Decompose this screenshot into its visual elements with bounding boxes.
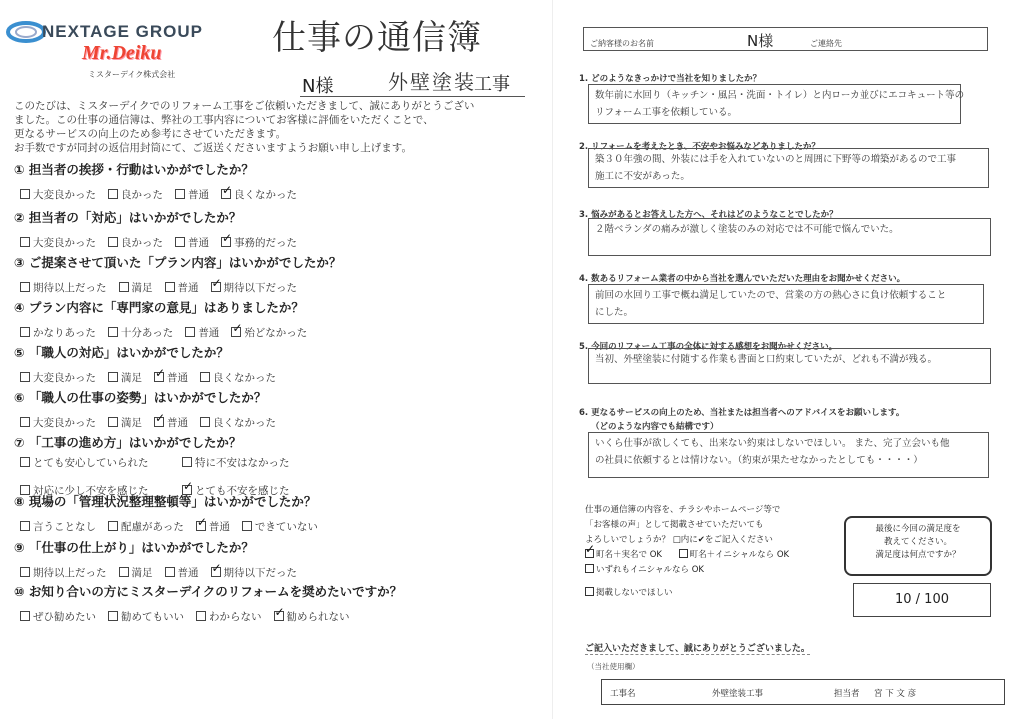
answer-line: いくら仕事が欲しくても、出来ない約束はしないでほしい。 また、完了立会いも他 <box>595 438 950 449</box>
option-label: かなりあった <box>33 327 96 339</box>
checkbox-checked-icon[interactable] <box>211 282 221 292</box>
option-item[interactable] <box>108 235 163 250</box>
option-item[interactable] <box>221 187 297 202</box>
checkbox-icon[interactable] <box>175 189 185 199</box>
satisfaction-prompt-box <box>844 516 992 576</box>
option-label: 言うことなし <box>33 521 96 533</box>
intro-text <box>14 99 529 155</box>
answer-line: 前回の水回り工事で概ね満足していたので、営業の方の熱心さに負け依頼すること <box>595 290 947 301</box>
option-item[interactable] <box>20 280 107 295</box>
option-item[interactable] <box>119 280 153 295</box>
option-item[interactable] <box>200 370 276 385</box>
option-label: 期待以上だった <box>33 282 107 294</box>
option-item[interactable] <box>20 519 96 534</box>
question-title: ① 担当者の挨拶・行動はいかがでしたか？ <box>14 162 254 177</box>
checkbox-checked-icon[interactable] <box>221 189 231 199</box>
checkbox-icon[interactable] <box>185 327 195 337</box>
logo-company-name: ミスターデイク株式会社 <box>88 70 176 79</box>
option-item[interactable] <box>108 370 142 385</box>
free-question-title: 6. 更なるサービスの向上のため、当社または担当者へのアドバイスをお願いします。 <box>579 408 905 418</box>
option-item[interactable] <box>196 519 230 534</box>
option-label: 特に不安はなかった <box>195 457 290 469</box>
answer-line: の社員に依頼するとは情けない。（約束が果たせなかったとしても・・・・） <box>595 455 923 466</box>
option-item[interactable] <box>175 187 209 202</box>
option-label: ぜひ勧めたい <box>33 611 96 623</box>
free-question-title: 5. 今回のリフォーム工事の全体に対する感想をお聞かせください。 <box>579 342 838 352</box>
checkbox-icon[interactable] <box>20 457 30 467</box>
intro-line: このたびは、ミスターデイクでのリフォーム工事をご依頼いただきまして、誠にありがとうござい <box>14 100 475 112</box>
checkbox-icon[interactable] <box>108 611 118 621</box>
option-item[interactable] <box>165 565 199 580</box>
contact-label: ご連絡先 <box>810 39 842 48</box>
option-label: 良くなかった <box>213 417 276 429</box>
free-question-subtitle: （どのような内容でも結構です） <box>591 422 719 432</box>
question-options <box>20 609 362 624</box>
tanto-value: 宮 下 文 彦 <box>874 689 917 699</box>
work-type-handwritten: 外壁塗装 <box>388 70 476 94</box>
checkbox-checked-icon[interactable] <box>196 521 206 531</box>
option-label: 普通 <box>177 282 199 294</box>
checkbox-checked-icon[interactable] <box>231 327 241 337</box>
option-item[interactable] <box>108 519 184 534</box>
intro-line: 更なるサービスの向上のため参考にさせていただきます。 <box>14 128 287 140</box>
checkbox-icon[interactable] <box>20 189 30 199</box>
option-label: 満足 <box>131 567 153 579</box>
free-question-title: 2. リフォームを考えたとき、不安やお悩みなどありましたか？ <box>579 142 820 152</box>
question-options <box>20 370 288 385</box>
satisfaction-line: 最後に今回の満足度を <box>875 524 961 534</box>
option-item[interactable] <box>175 235 209 250</box>
intro-line: お手数ですが同封の返信用封筒にて、ご返送くださいますようお願い申し上げます。 <box>14 142 412 154</box>
option-item[interactable] <box>20 455 170 470</box>
option-label: 普通 <box>198 327 220 339</box>
option-label: わからない <box>209 611 262 623</box>
consent-option[interactable] <box>585 586 825 601</box>
option-item[interactable] <box>221 235 297 250</box>
checkbox-icon[interactable] <box>200 372 210 382</box>
question-options <box>20 565 309 580</box>
option-item[interactable] <box>196 609 262 624</box>
option-item[interactable] <box>20 235 96 250</box>
consent-line: 仕事の通信簿の内容を、チラシやホームページ等で <box>585 505 781 515</box>
checkbox-icon[interactable] <box>585 564 594 573</box>
checkbox-icon[interactable] <box>165 567 175 577</box>
option-label: 配慮があった <box>121 521 184 533</box>
option-label: 普通 <box>208 521 230 533</box>
work-suffix: 工事 <box>474 74 510 95</box>
option-label: 満足 <box>121 417 142 429</box>
page-divider <box>552 0 553 719</box>
checkbox-icon[interactable] <box>20 372 30 382</box>
option-item[interactable] <box>154 370 188 385</box>
checkbox-icon[interactable] <box>119 567 129 577</box>
question-title: ④ プラン内容に「専門家の意見」はありましたか？ <box>14 300 304 315</box>
swoosh-icon <box>6 16 46 46</box>
option-label: 十分あった <box>120 327 174 339</box>
company-logo <box>6 14 266 79</box>
option-item[interactable] <box>165 280 199 295</box>
question-title: ⑥ 「職人の仕事の姿勢」はいかがでしたか？ <box>14 390 267 405</box>
option-label: できていない <box>254 521 318 533</box>
free-question-title: 4. 数あるリフォーム業者の中から当社を選んでいただいた理由をお聞かせください。 <box>579 274 906 284</box>
option-label: 勧めてもいい <box>121 611 184 623</box>
option-label: 良くなかった <box>213 372 276 384</box>
question-options <box>20 519 330 534</box>
option-label: 普通 <box>188 189 209 201</box>
office-use-box <box>601 679 1005 705</box>
checkbox-icon[interactable] <box>20 327 30 337</box>
option-label: 期待以下だった <box>223 282 297 294</box>
question-title: ⑩ お知り合いの方にミスターデイクのリフォームを奨めたいですか？ <box>14 584 403 599</box>
option-label: 大変良かった <box>33 372 96 384</box>
question-options <box>20 187 309 202</box>
answer-line: ２階ベランダの痛みが激しく塗装のみの対応では不可能で悩んでいた。 <box>595 224 899 235</box>
question-options <box>20 280 309 295</box>
question-options <box>20 415 288 430</box>
office-use-label: （当社使用欄） <box>587 662 640 671</box>
option-item[interactable] <box>200 415 276 430</box>
kouji-label: 工事名 <box>610 689 636 699</box>
checkbox-icon[interactable] <box>20 521 30 531</box>
option-label: 普通 <box>167 417 188 429</box>
free-answer-box[interactable] <box>588 148 989 188</box>
option-label: 良かった <box>121 189 163 201</box>
option-item[interactable] <box>274 609 350 624</box>
checkbox-icon[interactable] <box>20 611 30 621</box>
option-label: とても不安を感じた <box>195 485 290 497</box>
checkbox-icon[interactable] <box>196 611 206 621</box>
answer-line: 築３０年強の間、外装には手を入れていないのと周囲に下野等の増築があるので工事 <box>595 154 957 165</box>
free-answer-box[interactable] <box>588 84 965 124</box>
checkbox-icon[interactable] <box>20 417 30 427</box>
checkbox-checked-icon[interactable] <box>221 237 231 247</box>
consent-option-label: 町名＋イニシャルなら OK <box>689 550 790 560</box>
checkbox-icon[interactable] <box>108 372 118 382</box>
answer-line: 数年前に水回り（キッチン・風呂・洗面・トイレ）と内ローカ並びにエコキュート等の <box>595 90 965 101</box>
option-label: 良かった <box>121 237 163 249</box>
checkbox-checked-icon[interactable] <box>585 549 594 558</box>
question-options <box>20 235 309 250</box>
tanto-label: 担当者 <box>834 689 860 699</box>
free-answer-box[interactable] <box>588 348 991 384</box>
option-item[interactable] <box>242 519 318 534</box>
customer-info-box <box>583 27 988 51</box>
question-title: ⑨ 「仕事の仕上がり」はいかがでしたか？ <box>14 540 254 555</box>
checkbox-icon[interactable] <box>108 237 118 247</box>
checkbox-icon[interactable] <box>108 521 118 531</box>
option-item[interactable] <box>108 187 163 202</box>
checkbox-icon[interactable] <box>242 521 252 531</box>
option-item[interactable] <box>211 280 298 295</box>
checkbox-icon[interactable] <box>585 587 594 596</box>
option-item[interactable] <box>20 187 96 202</box>
option-label: 満足 <box>131 282 153 294</box>
option-label: 普通 <box>188 237 209 249</box>
consent-option[interactable] <box>585 563 825 578</box>
free-answer-box[interactable] <box>588 432 989 478</box>
option-label: 良くなかった <box>234 189 297 201</box>
checkbox-icon[interactable] <box>175 237 185 247</box>
satisfaction-line: 教えてください。 <box>883 537 952 547</box>
free-question-title: 1. どのようなきっかけで当社を知りましたか？ <box>579 74 762 84</box>
logo-main-text: NEXTAGE GROUP <box>42 22 203 41</box>
checkbox-icon[interactable] <box>679 549 688 558</box>
free-answer-box[interactable] <box>588 218 991 256</box>
free-answer-box[interactable] <box>588 284 984 324</box>
kouji-value: 外壁塗装工事 <box>712 689 764 699</box>
checkbox-icon[interactable] <box>108 189 118 199</box>
customer-line <box>300 68 525 97</box>
intro-line: ました。この仕事の通信簿は、弊社の工事内容についてお客様に評価をいただくことで、 <box>14 114 434 126</box>
consent-option-label: 掲載しないでほしい <box>596 588 673 598</box>
option-label: 事務的だった <box>234 237 297 249</box>
option-label: 大変良かった <box>33 417 96 429</box>
option-label: 殆どなかった <box>244 327 308 339</box>
answer-line: 施工に不安があった。 <box>595 171 690 182</box>
option-item[interactable] <box>185 325 219 340</box>
checkbox-icon[interactable] <box>108 327 118 337</box>
question-title: ⑤ 「職人の対応」はいかがでしたか？ <box>14 345 229 360</box>
answer-line: リフォーム工事を依頼している。 <box>595 107 738 118</box>
question-title: ② 担当者の「対応」はいかがでしたか？ <box>14 210 242 225</box>
satisfaction-score[interactable]: 10 / 100 <box>853 583 991 617</box>
option-label: 大変良かった <box>33 189 96 201</box>
option-item[interactable] <box>119 565 153 580</box>
logo-brand-text: Mr.Deiku <box>82 42 162 64</box>
option-item[interactable] <box>154 415 188 430</box>
name-value: N様 <box>747 32 774 50</box>
checkbox-icon[interactable] <box>200 417 210 427</box>
consent-option-label: 町名＋実名で OK <box>596 550 662 560</box>
consent-line: 「お客様の声」として掲載させていただいても <box>585 520 764 530</box>
option-item[interactable] <box>211 565 298 580</box>
option-item[interactable] <box>20 609 96 624</box>
checkbox-checked-icon[interactable] <box>211 567 221 577</box>
checkbox-icon[interactable] <box>182 457 192 467</box>
checkbox-icon[interactable] <box>119 282 129 292</box>
customer-name: N様 <box>302 76 334 97</box>
option-label: とても安心していられた <box>33 457 149 469</box>
option-item[interactable] <box>231 325 307 340</box>
consent-option-row <box>585 548 825 563</box>
option-label: 勧められない <box>286 611 350 623</box>
option-item[interactable] <box>20 325 96 340</box>
document-title: 仕事の通信簿 <box>272 18 482 58</box>
checkbox-icon[interactable] <box>20 567 30 577</box>
question-options <box>20 325 319 340</box>
answer-line: にした。 <box>595 307 634 318</box>
option-label: 対応に少し不安を感じた <box>33 485 149 497</box>
checkbox-icon[interactable] <box>20 237 30 247</box>
option-label: 大変良かった <box>33 237 96 249</box>
consent-option[interactable] <box>585 550 662 560</box>
option-item[interactable] <box>182 455 332 470</box>
consent-option-label: いずれもイニシャルなら OK <box>596 565 704 575</box>
answer-line: 当初、外壁塗装に付随する作業も書面と口約束していたが、どれも不満が残る。 <box>595 354 938 365</box>
checkbox-icon[interactable] <box>108 417 118 427</box>
satisfaction-line: 満足度は何点ですか？ <box>875 550 961 560</box>
checkbox-checked-icon[interactable] <box>274 611 284 621</box>
option-label: 期待以下だった <box>223 567 297 579</box>
option-item[interactable] <box>108 609 184 624</box>
question-title: ③ ご提案させて頂いた「プラン内容」はいかがでしたか？ <box>14 255 342 270</box>
option-item[interactable] <box>20 415 96 430</box>
checkbox-checked-icon[interactable] <box>154 417 164 427</box>
option-item[interactable] <box>108 325 173 340</box>
question-title: ⑧ 現場の「管理状況整理整頓等」はいかがでしたか？ <box>14 494 317 509</box>
consent-section <box>585 503 825 601</box>
name-label: ご納客様のお名前 <box>590 39 654 48</box>
free-question-title: 3. 悩みがあるとお答えした方へ、それはどのようなことでしたか？ <box>579 210 838 220</box>
checkbox-checked-icon[interactable] <box>154 372 164 382</box>
option-label: 期待以上だった <box>33 567 107 579</box>
consent-line: よろしいでしょうか？ □内に✔をご記入ください <box>585 535 773 545</box>
option-label: 満足 <box>121 372 142 384</box>
thanks-message: ご記入いただきまして、誠にありがとうございました。 <box>585 641 810 655</box>
consent-option[interactable] <box>679 550 789 560</box>
option-label: 普通 <box>177 567 199 579</box>
option-item[interactable] <box>20 370 96 385</box>
checkbox-icon[interactable] <box>20 282 30 292</box>
checkbox-icon[interactable] <box>165 282 175 292</box>
option-item[interactable] <box>108 415 142 430</box>
option-item[interactable] <box>20 565 107 580</box>
question-title: ⑦ 「工事の進め方」はいかがでしたか？ <box>14 435 242 450</box>
survey-right-page <box>565 0 1024 719</box>
option-label: 普通 <box>167 372 188 384</box>
